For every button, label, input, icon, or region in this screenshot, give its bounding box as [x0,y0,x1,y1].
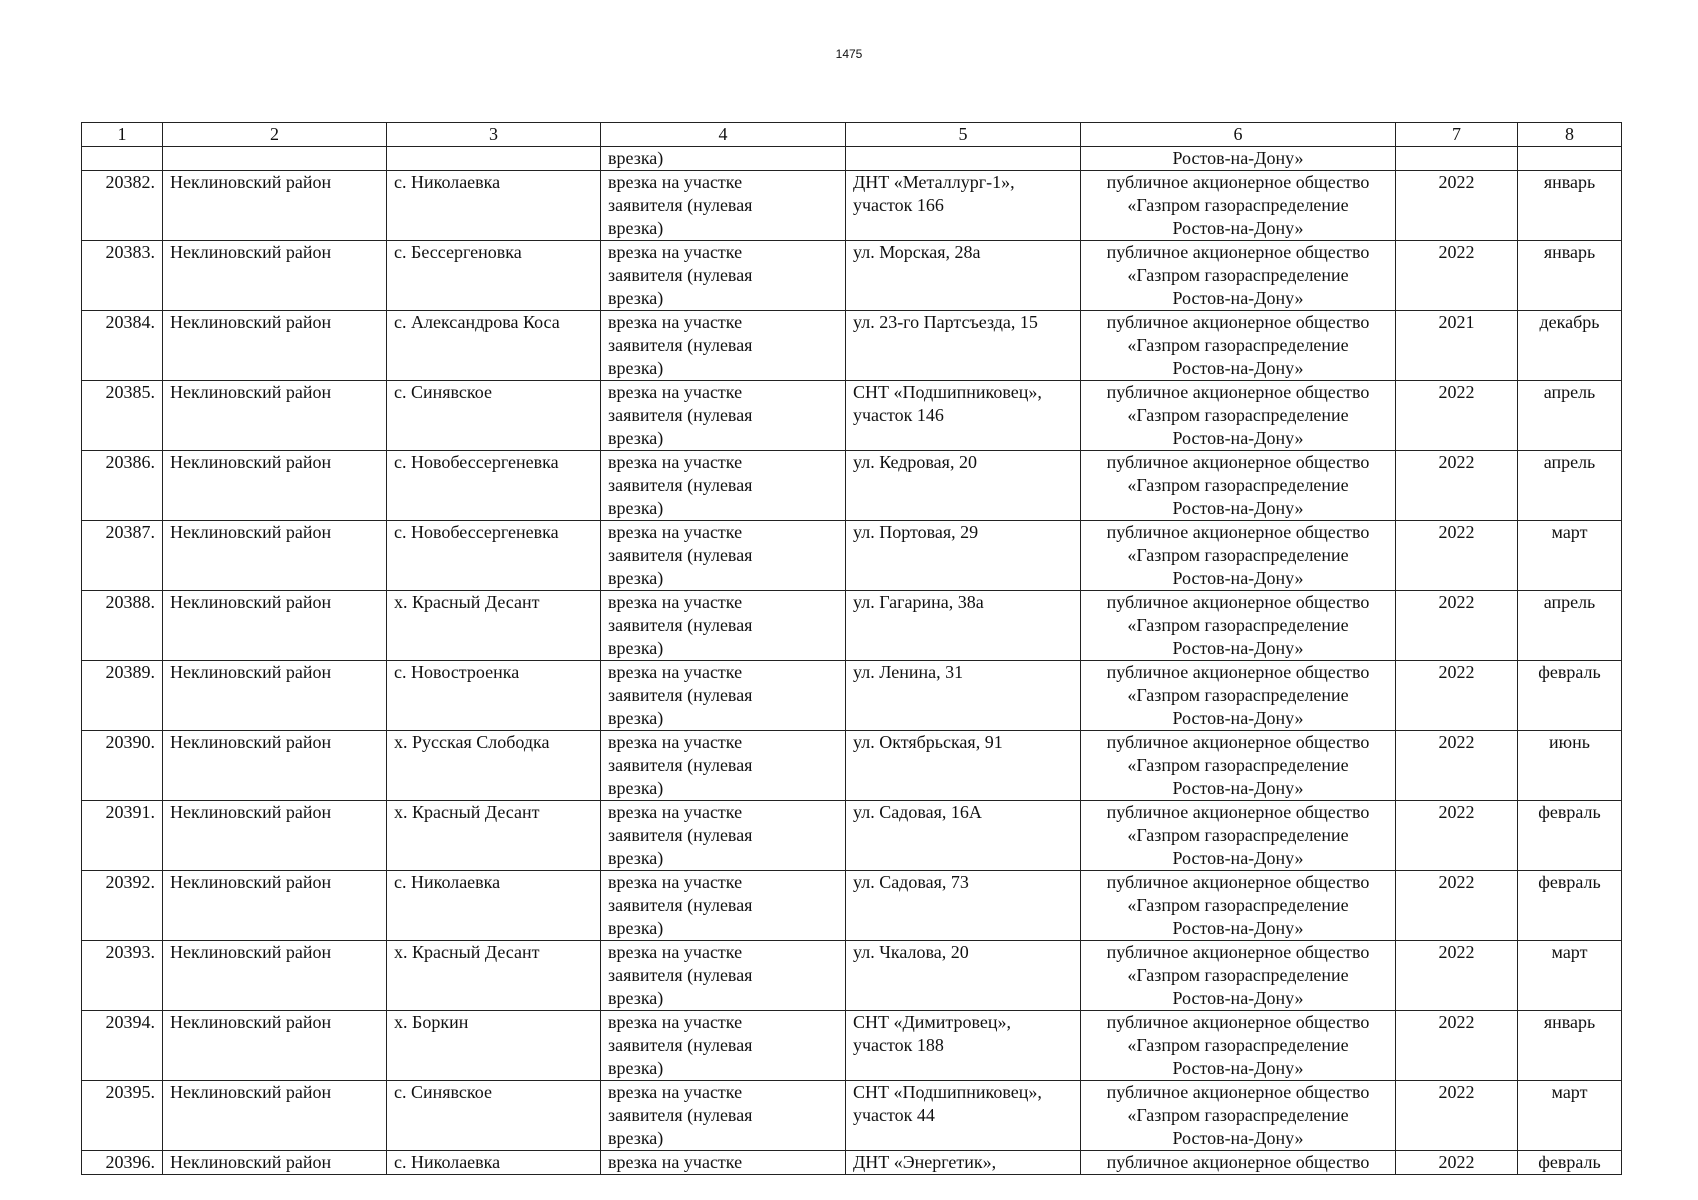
connection-line: врезка) [608,568,664,588]
organization-line: публичное акционерное общество [1106,242,1370,262]
organization-line: Ростов-на-Дону» [1172,288,1304,308]
cell-settlement: х. Красный Десант [387,941,601,1011]
connection-line: врезка на участке [608,1012,743,1032]
connection-line: заявителя (нулевая [608,615,753,635]
address-line: участок 44 [853,1105,935,1125]
connection-line: врезка) [608,218,664,238]
cell-connection [601,241,846,311]
address-line: СНТ «Подшипниковец», [853,1082,1042,1102]
connection-line: заявителя (нулевая [608,405,753,425]
organization-line: Ростов-на-Дону» [1172,568,1304,588]
organization-line: «Газпром газораспределение [1127,195,1349,215]
cell-year: 2022 [1396,451,1518,521]
connection-line: заявителя (нулевая [608,475,753,495]
cell-settlement: с. Александрова Коса [387,311,601,381]
address-line: ул. Кедровая, 20 [853,452,977,472]
cell-num: 20390. [82,731,163,801]
organization-line: Ростов-на-Дону» [1172,778,1304,798]
address-line: ул. Морская, 28а [853,242,981,262]
organization-line: Ростов-на-Дону» [1172,498,1304,518]
cell-month: март [1518,1081,1622,1151]
cell-year: 2022 [1396,1081,1518,1151]
connection-line: врезка) [608,358,664,378]
cell-num: 20385. [82,381,163,451]
cell-address: ДНТ «Энергетик», [846,1151,1081,1175]
cell-address [846,591,1081,661]
cell-year: 2022 [1396,941,1518,1011]
connection-line: заявителя (нулевая [608,1105,753,1125]
cell-address [846,941,1081,1011]
cell-year: 2022 [1396,381,1518,451]
cell-month: январь [1518,241,1622,311]
cell-connection [601,591,846,661]
organization-line: «Газпром газораспределение [1127,475,1349,495]
cell-year: 2022 [1396,591,1518,661]
connection-line: заявителя (нулевая [608,825,753,845]
organization-line: публичное акционерное общество [1106,802,1370,822]
connection-line: врезка) [608,848,664,868]
cell-organization [1081,451,1396,521]
table-row [82,451,1622,521]
cell-district: Неклиновский район [163,1151,387,1175]
column-header: 5 [846,123,1081,147]
address-line: ул. 23-го Партсъезда, 15 [853,312,1038,332]
cell-num: 20386. [82,451,163,521]
table-row [82,801,1622,871]
table-row [82,171,1622,241]
cell-connection [601,871,846,941]
page-number: 1475 [835,47,863,61]
cell-year: 2022 [1396,801,1518,871]
cell-connection [601,521,846,591]
cell-year: 2022 [1396,241,1518,311]
cell-address [846,521,1081,591]
cell-district [163,147,387,171]
cell-organization [1081,871,1396,941]
organization-line: «Газпром газораспределение [1127,825,1349,845]
connection-line: заявителя (нулевая [608,1035,753,1055]
connection-line: врезка) [608,428,664,448]
cell-month: декабрь [1518,311,1622,381]
table-row-partial [82,1151,1622,1175]
organization-line: публичное акционерное общество [1106,1082,1370,1102]
cell-address [846,1081,1081,1151]
cell-settlement: х. Красный Десант [387,591,601,661]
cell-district: Неклиновский район [163,521,387,591]
continuation-row [82,147,1622,171]
gas-connection-table [81,122,1622,1175]
cell-organization [1081,171,1396,241]
connection-line: заявителя (нулевая [608,685,753,705]
cell-year [1396,147,1518,171]
cell-address [846,381,1081,451]
cell-connection [601,381,846,451]
connection-line: врезка на участке [608,1082,743,1102]
connection-line: врезка) [608,778,664,798]
cell-year: 2022 [1396,1011,1518,1081]
connection-line: врезка) [608,708,664,728]
cell-district: Неклиновский район [163,451,387,521]
cell-settlement: с. Николаевка [387,871,601,941]
cell-settlement: с. Николаевка [387,171,601,241]
connection-line: заявителя (нулевая [608,755,753,775]
cell-num: 20388. [82,591,163,661]
cell-organization [1081,801,1396,871]
connection-line: врезка на участке [608,382,743,402]
table-row [82,311,1622,381]
cell-organization: Ростов-на-Дону» [1081,147,1396,171]
organization-line: «Газпром газораспределение [1127,685,1349,705]
address-line: ул. Садовая, 16А [853,802,982,822]
cell-connection [601,1011,846,1081]
cell-district: Неклиновский район [163,1081,387,1151]
organization-line: «Газпром газораспределение [1127,405,1349,425]
organization-line: Ростов-на-Дону» [1172,918,1304,938]
cell-address [846,171,1081,241]
address-line: ул. Чкалова, 20 [853,942,969,962]
organization-line: «Газпром газораспределение [1127,335,1349,355]
cell-district: Неклиновский район [163,241,387,311]
cell-connection [601,941,846,1011]
column-header: 3 [387,123,601,147]
address-line: СНТ «Димитровец», [853,1012,1012,1032]
cell-organization [1081,381,1396,451]
organization-line: «Газпром газораспределение [1127,1035,1349,1055]
cell-year: 2022 [1396,731,1518,801]
cell-month: апрель [1518,591,1622,661]
table-row [82,241,1622,311]
cell-address [846,1011,1081,1081]
cell-address [846,241,1081,311]
cell-num: 20394. [82,1011,163,1081]
cell-year: 2022 [1396,171,1518,241]
organization-line: Ростов-на-Дону» [1172,988,1304,1008]
cell-settlement: с. Николаевка [387,1151,601,1175]
cell-month: февраль [1518,1151,1622,1175]
cell-organization [1081,1081,1396,1151]
cell-settlement: с. Новостроенка [387,661,601,731]
address-line: участок 188 [853,1035,944,1055]
cell-month: январь [1518,1011,1622,1081]
connection-line: заявителя (нулевая [608,545,753,565]
organization-line: публичное акционерное общество [1106,1012,1370,1032]
cell-district: Неклиновский район [163,801,387,871]
connection-line: врезка на участке [608,242,743,262]
organization-line: «Газпром газораспределение [1127,615,1349,635]
address-line: СНТ «Подшипниковец», [853,382,1042,402]
connection-line: врезка) [608,1128,664,1148]
cell-address [846,871,1081,941]
organization-line: публичное акционерное общество [1106,872,1370,892]
connection-line: врезка на участке [608,802,743,822]
connection-line: врезка) [608,988,664,1008]
address-line: ул. Ленина, 31 [853,662,964,682]
cell-connection [601,661,846,731]
connection-line: врезка на участке [608,312,743,332]
address-line: ул. Гагарина, 38а [853,592,984,612]
organization-line: Ростов-на-Дону» [1172,638,1304,658]
address-line: ДНТ «Металлург-1», [853,172,1015,192]
cell-address [846,661,1081,731]
connection-line: заявителя (нулевая [608,895,753,915]
cell-district: Неклиновский район [163,661,387,731]
column-header: 6 [1081,123,1396,147]
cell-num: 20383. [82,241,163,311]
table-row [82,521,1622,591]
cell-settlement: х. Красный Десант [387,801,601,871]
cell-district: Неклиновский район [163,731,387,801]
organization-line: «Газпром газораспределение [1127,1105,1349,1125]
organization-line: публичное акционерное общество [1106,312,1370,332]
cell-connection [601,171,846,241]
organization-line: Ростов-на-Дону» [1172,848,1304,868]
cell-num: 20392. [82,871,163,941]
connection-line: врезка на участке [608,732,743,752]
column-header: 8 [1518,123,1622,147]
cell-settlement: с. Бессергеновка [387,241,601,311]
connection-line: врезка) [608,638,664,658]
connection-line: врезка на участке [608,172,743,192]
address-line: ул. Портовая, 29 [853,522,979,542]
cell-district: Неклиновский район [163,311,387,381]
cell-connection: врезка) [601,147,846,171]
table-row [82,731,1622,801]
organization-line: публичное акционерное общество [1106,382,1370,402]
cell-month: март [1518,521,1622,591]
cell-settlement: с. Новобессергеневка [387,451,601,521]
cell-address [846,311,1081,381]
cell-month: июнь [1518,731,1622,801]
organization-line: публичное акционерное общество [1106,942,1370,962]
cell-district: Неклиновский район [163,591,387,661]
cell-settlement: х. Русская Слободка [387,731,601,801]
cell-connection: врезка на участке [601,1151,846,1175]
cell-num: 20384. [82,311,163,381]
connection-line: врезка на участке [608,872,743,892]
cell-address [846,147,1081,171]
organization-line: публичное акционерное общество [1106,172,1370,192]
connection-line: врезка на участке [608,942,743,962]
organization-line: Ростов-на-Дону» [1172,218,1304,238]
cell-address [846,451,1081,521]
organization-line: «Газпром газораспределение [1127,755,1349,775]
connection-line: заявителя (нулевая [608,965,753,985]
cell-year: 2022 [1396,521,1518,591]
column-header: 4 [601,123,846,147]
connection-line: врезка на участке [608,662,743,682]
table-row [82,661,1622,731]
organization-line: публичное акционерное общество [1106,452,1370,472]
cell-num: 20395. [82,1081,163,1151]
address-line: участок 166 [853,195,944,215]
table-row [82,871,1622,941]
organization-line: «Газпром газораспределение [1127,265,1349,285]
table-row [82,591,1622,661]
cell-address [846,731,1081,801]
organization-line: публичное акционерное общество [1106,662,1370,682]
organization-line: Ростов-на-Дону» [1172,428,1304,448]
cell-month: январь [1518,171,1622,241]
table-row [82,381,1622,451]
table-body [82,147,1622,1175]
cell-num: 20391. [82,801,163,871]
cell-address [846,801,1081,871]
organization-line: «Газпром газораспределение [1127,895,1349,915]
cell-district: Неклиновский район [163,1011,387,1081]
connection-line: врезка) [608,918,664,938]
connection-line: врезка на участке [608,452,743,472]
cell-month [1518,147,1622,171]
cell-month: февраль [1518,871,1622,941]
cell-organization [1081,731,1396,801]
cell-connection [601,731,846,801]
cell-settlement: с. Синявское [387,1081,601,1151]
connection-line: врезка на участке [608,592,743,612]
connection-line: врезка) [608,1058,664,1078]
cell-district: Неклиновский район [163,871,387,941]
column-header: 1 [82,123,163,147]
cell-organization: публичное акционерное общество [1081,1151,1396,1175]
cell-settlement [387,147,601,171]
cell-month: март [1518,941,1622,1011]
address-line: ул. Садовая, 73 [853,872,969,892]
cell-district: Неклиновский район [163,171,387,241]
table-row [82,1081,1622,1151]
organization-line: Ростов-на-Дону» [1172,1058,1304,1078]
cell-num: 20393. [82,941,163,1011]
cell-settlement: х. Боркин [387,1011,601,1081]
cell-month: февраль [1518,801,1622,871]
connection-line: заявителя (нулевая [608,335,753,355]
cell-organization [1081,311,1396,381]
cell-num: 20396. [82,1151,163,1175]
connection-line: врезка) [608,288,664,308]
organization-line: публичное акционерное общество [1106,522,1370,542]
cell-connection [601,801,846,871]
cell-organization [1081,521,1396,591]
cell-organization [1081,661,1396,731]
connection-line: заявителя (нулевая [608,265,753,285]
header-row [82,123,1622,147]
cell-year: 2021 [1396,311,1518,381]
connection-line: врезка) [608,498,664,518]
organization-line: Ростов-на-Дону» [1172,708,1304,728]
address-line: ул. Октябрьская, 91 [853,732,1003,752]
cell-num: 20387. [82,521,163,591]
cell-organization [1081,591,1396,661]
column-header: 7 [1396,123,1518,147]
cell-year: 2022 [1396,1151,1518,1175]
cell-district: Неклиновский район [163,381,387,451]
cell-organization [1081,941,1396,1011]
organization-line: публичное акционерное общество [1106,732,1370,752]
cell-connection [601,451,846,521]
cell-num [82,147,163,171]
cell-year: 2022 [1396,871,1518,941]
address-line: участок 146 [853,405,944,425]
organization-line: публичное акционерное общество [1106,592,1370,612]
cell-connection [601,1081,846,1151]
cell-connection [601,311,846,381]
cell-year: 2022 [1396,661,1518,731]
connection-line: врезка на участке [608,522,743,542]
cell-num: 20382. [82,171,163,241]
organization-line: «Газпром газораспределение [1127,545,1349,565]
organization-line: Ростов-на-Дону» [1172,358,1304,378]
column-header: 2 [163,123,387,147]
connection-line: заявителя (нулевая [608,195,753,215]
cell-month: февраль [1518,661,1622,731]
table-row [82,1011,1622,1081]
cell-num: 20389. [82,661,163,731]
cell-district: Неклиновский район [163,941,387,1011]
cell-organization [1081,1011,1396,1081]
table-row [82,941,1622,1011]
cell-settlement: с. Синявское [387,381,601,451]
cell-organization [1081,241,1396,311]
cell-settlement: с. Новобессергеневка [387,521,601,591]
organization-line: Ростов-на-Дону» [1172,1128,1304,1148]
cell-month: апрель [1518,381,1622,451]
organization-line: «Газпром газораспределение [1127,965,1349,985]
cell-month: апрель [1518,451,1622,521]
